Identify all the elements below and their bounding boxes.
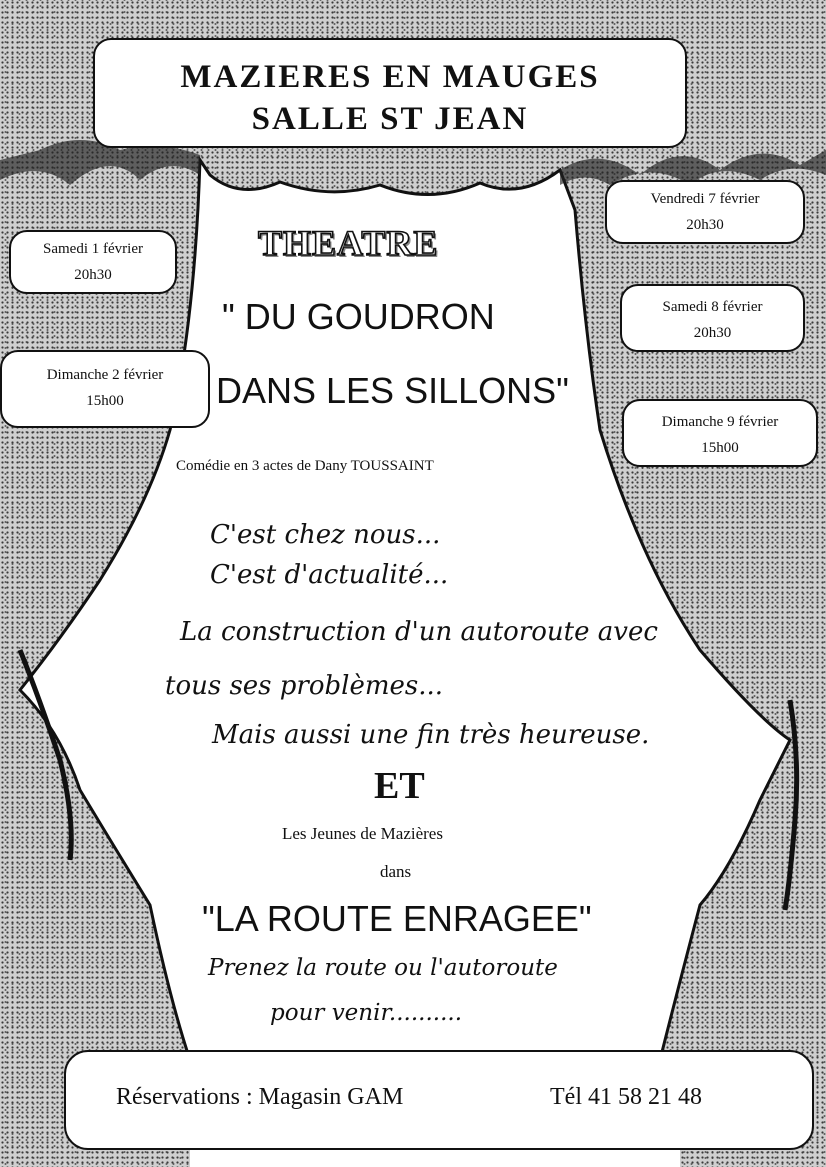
date-card-4: [620, 284, 805, 352]
play-title-line-1: " DU GOUDRON: [222, 296, 495, 337]
genre-heading: THEATRE: [258, 223, 439, 263]
play-title-line-2: DANS LES SILLONS": [216, 370, 569, 411]
date-card-2: [0, 350, 210, 428]
date-day: Dimanche 2 février: [46, 367, 164, 383]
script-line-3: La construction d'un autoroute avec: [180, 617, 658, 647]
date-day: Samedi 8 février: [662, 299, 763, 315]
second-group-name: Les Jeunes de Mazières: [282, 824, 443, 843]
reservations-phone: Tél 41 58 21 48: [550, 1084, 702, 1110]
second-play-title: "LA ROUTE ENRAGEE": [202, 898, 592, 939]
date-time: 20h30: [74, 267, 112, 283]
and-heading: ET: [374, 765, 425, 807]
closing-line-1: Prenez la route ou l'autoroute: [208, 955, 558, 981]
date-day: Dimanche 9 février: [661, 414, 779, 430]
date-time: 20h30: [693, 325, 732, 341]
date-card-3: [605, 180, 805, 244]
script-line-5: Mais aussi une fin très heureuse.: [212, 720, 650, 750]
date-day: Vendredi 7 février: [650, 191, 760, 207]
venue-hall: SALLE ST JEAN: [251, 101, 529, 137]
date-day: Samedi 1 février: [43, 241, 143, 257]
closing-line-2: pour venir..........: [270, 1000, 463, 1026]
date-card-5: [622, 399, 818, 467]
right-tassel: [785, 700, 797, 910]
reservations-label: Réservations : Magasin GAM: [116, 1084, 404, 1110]
venue-header: [93, 38, 687, 148]
date-time: 15h00: [86, 393, 124, 409]
script-line-4: tous ses problèmes...: [165, 671, 444, 701]
stage-floor-edge: [190, 1150, 680, 1167]
date-time: 20h30: [686, 217, 724, 233]
script-line-2: C'est d'actualité...: [210, 560, 449, 590]
date-card-1: [9, 230, 177, 294]
play-subtitle: Comédie en 3 actes de Dany TOUSSAINT: [176, 458, 434, 474]
second-group-in: dans: [380, 862, 412, 881]
reservations-panel: [64, 1050, 814, 1150]
venue-town: MAZIERES EN MAUGES: [180, 59, 600, 95]
date-time: 15h00: [701, 440, 739, 456]
script-line-1: C'est chez nous...: [210, 520, 441, 550]
